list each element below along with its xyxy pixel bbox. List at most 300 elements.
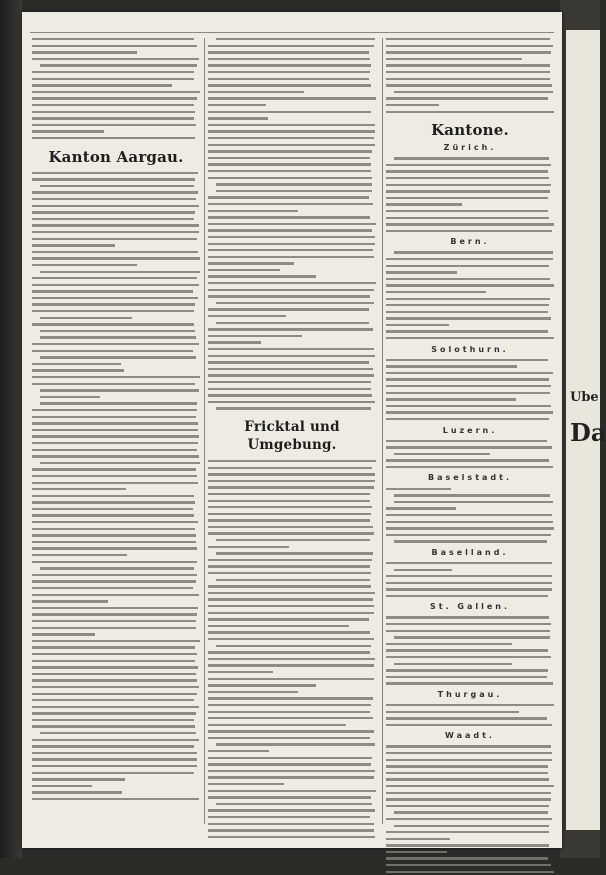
text-line: [208, 616, 376, 623]
text-line: [32, 440, 200, 447]
text-line: [386, 654, 554, 661]
text-line-stroke: [386, 507, 456, 509]
text-line: [32, 710, 200, 717]
text-line: [208, 188, 376, 195]
text-line-stroke: [32, 251, 198, 253]
text-line-stroke: [208, 519, 370, 521]
text-line-stroke: [32, 205, 199, 207]
text-line: [32, 717, 200, 724]
text-line-stroke: [208, 341, 261, 343]
text-line: [32, 122, 200, 129]
text-line: [208, 168, 376, 175]
text-line-stroke: [386, 446, 552, 448]
text-line: [208, 577, 376, 584]
text-line-stroke: [32, 693, 197, 695]
text-line-stroke: [208, 223, 376, 225]
text-line-stroke: [32, 84, 172, 86]
text-line-stroke: [32, 653, 197, 655]
text-line-stroke: [208, 809, 375, 811]
text-line-stroke: [32, 752, 197, 754]
text-line-stroke: [32, 231, 199, 233]
text-line-stroke: [386, 265, 549, 267]
text-line: [208, 379, 376, 386]
column-rule: [382, 38, 383, 824]
text-line-stroke: [32, 310, 194, 312]
text-line-stroke: [32, 666, 198, 668]
text-line: [32, 82, 200, 89]
text-line: [386, 756, 554, 763]
text-line-stroke: [208, 790, 376, 792]
text-line-stroke: [386, 582, 552, 584]
top-rule: [30, 32, 554, 33]
text-line: [208, 240, 376, 247]
text-line-stroke: [208, 243, 375, 245]
text-line: [208, 511, 376, 518]
text-line-stroke: [32, 284, 199, 286]
text-line-stroke: [386, 78, 550, 80]
text-line: [32, 334, 200, 341]
text-line: [32, 262, 200, 269]
text-line: [32, 102, 200, 109]
text-line: [386, 438, 554, 445]
text-line-stroke: [386, 45, 553, 47]
text-line: [32, 532, 200, 539]
text-line-stroke: [386, 190, 550, 192]
text-line-stroke: [32, 416, 196, 418]
text-line-stroke: [208, 137, 374, 139]
text-line: [208, 194, 376, 201]
text-line-stroke: [40, 389, 199, 391]
text-line-stroke: [386, 488, 451, 490]
text-line: [208, 392, 376, 399]
text-line-stroke: [208, 684, 316, 686]
text-line-stroke: [386, 676, 547, 678]
text-line: [32, 216, 200, 223]
text-line: [32, 473, 200, 480]
text-line: [32, 222, 200, 229]
text-line: [208, 43, 376, 50]
text-line-stroke: [216, 183, 372, 185]
text-line: [208, 280, 376, 287]
section-luzern: Luzern.: [442, 425, 498, 435]
text-line-stroke: [208, 836, 375, 838]
text-line-stroke: [386, 440, 547, 442]
text-line: [32, 638, 200, 645]
text-line-stroke: [208, 51, 369, 53]
text-line-stroke: [386, 298, 550, 300]
text-line-stroke: [394, 663, 512, 665]
text-line: [32, 750, 200, 757]
text-line: [386, 667, 554, 674]
text-line: [208, 326, 376, 333]
heading-fricktal-und-umgebung: Fricktal und Umgebung.: [244, 418, 340, 453]
text-line-stroke: [386, 759, 552, 761]
text-line-stroke: [32, 51, 137, 53]
text-line-stroke: [394, 825, 549, 827]
text-line: [208, 491, 376, 498]
text-line-stroke: [394, 636, 550, 638]
text-line-stroke: [32, 574, 197, 576]
text-line-stroke: [208, 111, 371, 113]
text-line: [386, 580, 554, 587]
text-line-stroke: [32, 646, 195, 648]
text-line-stroke: [386, 864, 551, 866]
text-line: [208, 300, 376, 307]
text-line: [386, 396, 554, 403]
text-line-stroke: [208, 823, 374, 825]
text-line-stroke: [40, 185, 194, 187]
text-line: [386, 776, 554, 783]
text-line-stroke: [208, 236, 375, 238]
text-line-stroke: [394, 251, 553, 253]
text-line-stroke: [208, 467, 372, 469]
text-line: [208, 524, 376, 531]
text-line: [386, 76, 554, 83]
text-line-stroke: [386, 562, 552, 564]
text-line: [32, 43, 200, 50]
text-line: [386, 309, 554, 316]
text-line-stroke: [32, 620, 196, 622]
text-line-stroke: [32, 778, 125, 780]
text-line-stroke: [208, 210, 298, 212]
text-line: [208, 550, 376, 557]
text-line-stroke: [32, 38, 194, 40]
text-line-stroke: [32, 547, 197, 549]
text-line-stroke: [386, 785, 554, 787]
text-line: [208, 142, 376, 149]
text-line: [32, 427, 200, 434]
text-line-stroke: [32, 528, 195, 530]
text-line-stroke: [208, 493, 370, 495]
text-line-stroke: [32, 104, 194, 106]
text-line: [208, 689, 376, 696]
text-line-stroke: [32, 111, 195, 113]
text-line-stroke: [208, 625, 349, 627]
text-line-stroke: [386, 317, 551, 319]
text-line: [208, 293, 376, 300]
text-line-stroke: [40, 336, 196, 338]
section-bern: Bern.: [450, 237, 490, 247]
text-line: [208, 339, 376, 346]
text-line: [208, 478, 376, 485]
text-line-stroke: [208, 163, 371, 165]
text-line-stroke: [208, 64, 371, 66]
text-line-stroke: [32, 541, 196, 543]
text-line-stroke: [386, 324, 449, 326]
text-line: [386, 464, 554, 471]
text-line: [32, 301, 200, 308]
text-line: [32, 446, 200, 453]
text-line-stroke: [32, 699, 194, 701]
newspaper-page: [22, 12, 562, 848]
text-line-stroke: [208, 289, 374, 291]
text-line-stroke: [32, 350, 193, 352]
text-line: [32, 420, 200, 427]
text-line: [32, 644, 200, 651]
text-line-stroke: [32, 130, 104, 132]
text-line-stroke: [32, 686, 199, 688]
text-line-stroke: [208, 262, 294, 264]
text-line: [32, 62, 200, 69]
text-line-stroke: [386, 459, 549, 461]
text-line-stroke: [208, 203, 373, 205]
text-line-stroke: [208, 585, 371, 587]
text-line: [386, 289, 554, 296]
text-line-stroke: [32, 772, 194, 774]
text-line: [32, 202, 200, 209]
text-line-stroke: [386, 104, 439, 106]
text-line-stroke: [32, 534, 196, 536]
text-line-stroke: [216, 407, 371, 409]
text-line-stroke: [32, 468, 196, 470]
text-line: [386, 175, 554, 182]
text-line-stroke: [208, 612, 374, 614]
text-line: [386, 102, 554, 109]
text-line: [208, 174, 376, 181]
text-line-stroke: [216, 190, 372, 192]
text-line: [208, 366, 376, 373]
text-line-stroke: [32, 679, 197, 681]
text-line: [386, 376, 554, 383]
text-line: [208, 201, 376, 208]
text-line-stroke: [32, 429, 198, 431]
text-line-stroke: [386, 778, 549, 780]
text-line: [32, 400, 200, 407]
text-line: [208, 128, 376, 135]
text-line: [386, 182, 554, 189]
text-line: [32, 229, 200, 236]
text-line-stroke: [386, 656, 551, 658]
text-line: [386, 499, 554, 506]
text-line: [208, 748, 376, 755]
text-line-stroke: [32, 455, 199, 457]
text-line: [32, 611, 200, 618]
text-line: [32, 598, 200, 605]
text-line-stroke: [208, 697, 373, 699]
text-line-stroke: [208, 269, 280, 271]
text-line-stroke: [386, 711, 519, 713]
text-line: [208, 563, 376, 570]
text-line: [386, 634, 554, 641]
text-line: [208, 636, 376, 643]
text-line: [386, 56, 554, 63]
text-line-stroke: [386, 831, 549, 833]
text-line-stroke: [32, 369, 124, 371]
text-line: [208, 761, 376, 768]
text-line-stroke: [208, 45, 374, 47]
text-line: [32, 631, 200, 638]
column-3: [386, 36, 554, 826]
text-line: [208, 346, 376, 353]
text-line: [386, 518, 554, 525]
text-line: [386, 836, 554, 843]
text-line: [208, 715, 376, 722]
text-line-stroke: [32, 238, 197, 240]
text-line-stroke: [208, 717, 373, 719]
text-line: [32, 89, 200, 96]
text-line-stroke: [386, 527, 554, 529]
text-line: [208, 234, 376, 241]
text-line: [208, 102, 376, 109]
adjacent-page-fragment-2: Da: [570, 418, 606, 447]
text-line-stroke: [386, 745, 551, 747]
text-line-stroke: [208, 658, 375, 660]
text-line-stroke: [386, 765, 548, 767]
text-line-stroke: [32, 409, 197, 411]
text-line-stroke: [386, 798, 551, 800]
text-line: [32, 128, 200, 135]
text-line: [208, 181, 376, 188]
text-line: [386, 95, 554, 102]
text-line: [32, 664, 200, 671]
text-line-stroke: [32, 482, 198, 484]
text-line: [32, 453, 200, 460]
text-line: [386, 715, 554, 722]
section-zurich: Zürich.: [443, 143, 497, 153]
text-line: [208, 359, 376, 366]
text-line: [32, 605, 200, 612]
text-line: [32, 796, 200, 803]
text-line-stroke: [32, 244, 115, 246]
text-line: [386, 743, 554, 750]
text-line-stroke: [32, 765, 197, 767]
text-line: [386, 282, 554, 289]
text-line: [208, 313, 376, 320]
text-line-stroke: [208, 256, 374, 258]
text-line-stroke: [208, 71, 370, 73]
text-line-stroke: [208, 783, 284, 785]
text-line: [208, 471, 376, 478]
text-line-stroke: [386, 337, 554, 339]
text-line-stroke: [386, 203, 462, 205]
text-line: [386, 295, 554, 302]
text-line-stroke: [386, 521, 553, 523]
text-line: [386, 862, 554, 869]
text-line: [208, 649, 376, 656]
text-line-stroke: [208, 526, 373, 528]
text-line-stroke: [386, 372, 553, 374]
text-line: [32, 413, 200, 420]
text-line-stroke: [208, 651, 370, 653]
text-line-stroke: [386, 792, 551, 794]
text-line-stroke: [208, 737, 370, 739]
text-line-stroke: [32, 673, 196, 675]
text-line: [32, 756, 200, 763]
text-line-stroke: [208, 730, 374, 732]
text-line: [386, 702, 554, 709]
text-line-stroke: [208, 328, 373, 330]
text-line: [208, 596, 376, 603]
text-line-stroke: [32, 71, 194, 73]
text-line: [386, 512, 554, 519]
text-line-stroke: [386, 304, 549, 306]
text-line-stroke: [208, 572, 371, 574]
text-line-stroke: [208, 671, 273, 673]
text-line-stroke: [386, 411, 553, 413]
text-line-stroke: [208, 763, 371, 765]
text-line: [208, 807, 376, 814]
text-line: [208, 695, 376, 702]
text-line-stroke: [208, 394, 372, 396]
text-line: [32, 460, 200, 467]
text-line: [386, 680, 554, 687]
text-line: [386, 647, 554, 654]
text-line-stroke: [40, 330, 195, 332]
text-line: [32, 512, 200, 519]
text-line: [208, 682, 376, 689]
text-line: [208, 353, 376, 360]
text-line: [208, 260, 376, 267]
text-line-stroke: [208, 150, 372, 152]
text-line: [386, 82, 554, 89]
text-line: [32, 743, 200, 750]
text-line: [32, 737, 200, 744]
text-line: [208, 504, 376, 511]
text-line: [32, 618, 200, 625]
text-line-stroke: [32, 580, 196, 582]
text-line-stroke: [32, 660, 195, 662]
text-line-stroke: [32, 435, 199, 437]
text-line: [208, 89, 376, 96]
text-line-stroke: [32, 290, 193, 292]
text-line: [208, 497, 376, 504]
column-1: [32, 36, 200, 826]
text-line: [386, 208, 554, 215]
text-line-stroke: [386, 643, 512, 645]
text-line: [32, 242, 200, 249]
text-line-stroke: [32, 383, 195, 385]
text-line-stroke: [386, 223, 554, 225]
text-line-stroke: [208, 355, 375, 357]
text-line: [208, 708, 376, 715]
text-line-stroke: [386, 724, 552, 726]
text-line: [386, 451, 554, 458]
text-line-stroke: [216, 803, 372, 805]
text-line: [208, 557, 376, 564]
text-line-stroke: [386, 514, 552, 516]
text-line: [208, 741, 376, 748]
text-line-stroke: [208, 829, 374, 831]
text-line-stroke: [32, 124, 196, 126]
text-line: [32, 56, 200, 63]
text-line: [386, 485, 554, 492]
text-line: [386, 628, 554, 635]
text-line: [386, 593, 554, 600]
text-line: [386, 168, 554, 175]
text-line: [32, 572, 200, 579]
text-line-stroke: [386, 359, 548, 361]
text-line: [208, 781, 376, 788]
text-line-stroke: [32, 587, 193, 589]
text-line: [386, 328, 554, 335]
text-line-stroke: [208, 84, 371, 86]
text-line: [386, 370, 554, 377]
text-line-stroke: [32, 211, 195, 213]
text-line: [386, 566, 554, 573]
text-line-stroke: [32, 554, 127, 556]
text-line-stroke: [386, 64, 550, 66]
text-line: [32, 394, 200, 401]
text-line: [386, 783, 554, 790]
text-line-stroke: [208, 546, 289, 548]
text-line: [386, 315, 554, 322]
text-line: [32, 315, 200, 322]
text-line: [208, 517, 376, 524]
text-line-stroke: [32, 137, 195, 139]
text-line-stroke: [386, 717, 547, 719]
text-line: [32, 354, 200, 361]
text-line-stroke: [394, 494, 550, 496]
